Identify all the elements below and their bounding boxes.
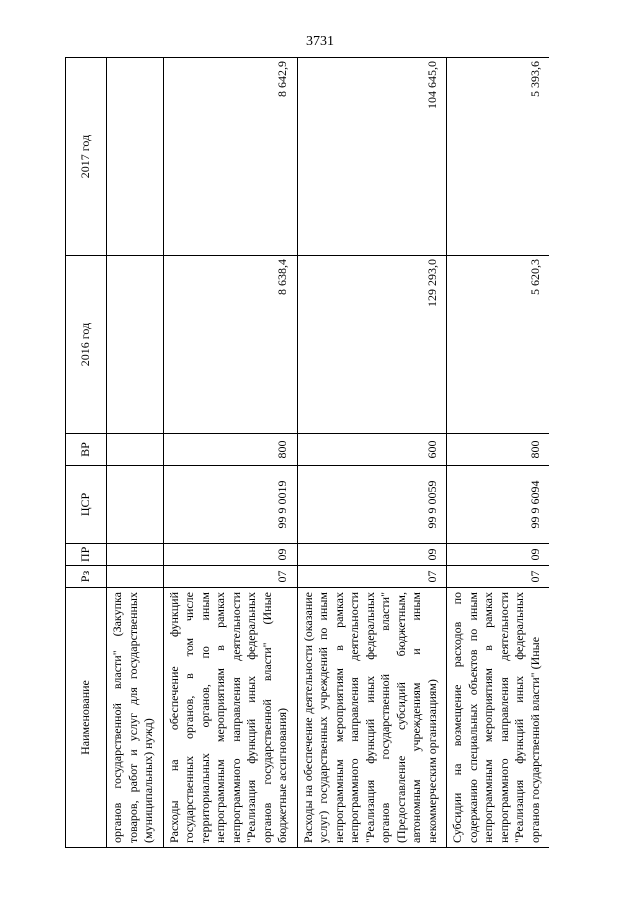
row-year-2017: 5 393,6 (447, 58, 550, 256)
row-year-2016: 8 638,4 (163, 256, 297, 434)
table-header-row (66, 58, 107, 848)
header-name: Наименование (66, 588, 107, 848)
row-name: Субсидии на возмещение расходов по содержанию специальных объектов по иным непрограммным мероприятиям в рамках непрограммного направления деятельности "Реализация функций иных федеральных органов государственной власти" (Иные (447, 588, 550, 848)
row-name: органов государственной власти" (Закупка товаров, работ и услуг для государственных (муниципальных) нужд) (107, 588, 164, 848)
row-year-2017: 104 645,0 (297, 58, 447, 256)
row-year-2017 (107, 58, 164, 256)
row-rz: 07 (447, 566, 550, 588)
row-csr: 99 9 6094 (447, 466, 550, 544)
row-csr (107, 466, 164, 544)
row-csr: 99 9 0059 (297, 466, 447, 544)
table-row (107, 58, 164, 848)
row-year-2016: 5 620,3 (447, 256, 550, 434)
row-csr: 99 9 0019 (163, 466, 297, 544)
header-vr: ВР (66, 434, 107, 466)
table-row (447, 58, 550, 848)
row-year-2016: 129 293,0 (297, 256, 447, 434)
row-rz: 07 (163, 566, 297, 588)
row-year-2017: 8 642,9 (163, 58, 297, 256)
row-vr (107, 434, 164, 466)
row-name: Расходы на обеспечение деятельности (оказание услуг) государственных учреждений по иным непрограммным мероприятиям в рамках непрограммного направления деятельности "Реализация функций иных федеральных органов государственной власти" (Предоставление субсидий бюджетным, автономным учреждениям и иным некоммерческим организациям) (297, 588, 447, 848)
header-year-2017: 2017 год (66, 58, 107, 256)
header-pr: ПР (66, 544, 107, 566)
header-csr: ЦСР (66, 466, 107, 544)
row-year-2016 (107, 256, 164, 434)
row-pr: 09 (447, 544, 550, 566)
budget-table (65, 57, 549, 848)
table-row (297, 58, 447, 848)
row-vr: 600 (297, 434, 447, 466)
row-rz (107, 566, 164, 588)
row-rz: 07 (297, 566, 447, 588)
header-rz: Рз (66, 566, 107, 588)
row-vr: 800 (163, 434, 297, 466)
row-pr: 09 (163, 544, 297, 566)
row-vr: 800 (447, 434, 550, 466)
header-year-2016: 2016 год (66, 256, 107, 434)
row-pr (107, 544, 164, 566)
row-pr: 09 (297, 544, 447, 566)
row-name: Расходы на обеспечение функций государственных органов, в том числе территориальных органов, по иным непрограммным мероприятиям в рамках непрограммного направления деятельности "Реализация функций иных федеральных органов государственной власти" (Иные бюджетные ассигнования) (163, 588, 297, 848)
budget-table-sheet (65, 58, 585, 848)
table-row (163, 58, 297, 848)
page-number: 3731 (306, 34, 334, 49)
